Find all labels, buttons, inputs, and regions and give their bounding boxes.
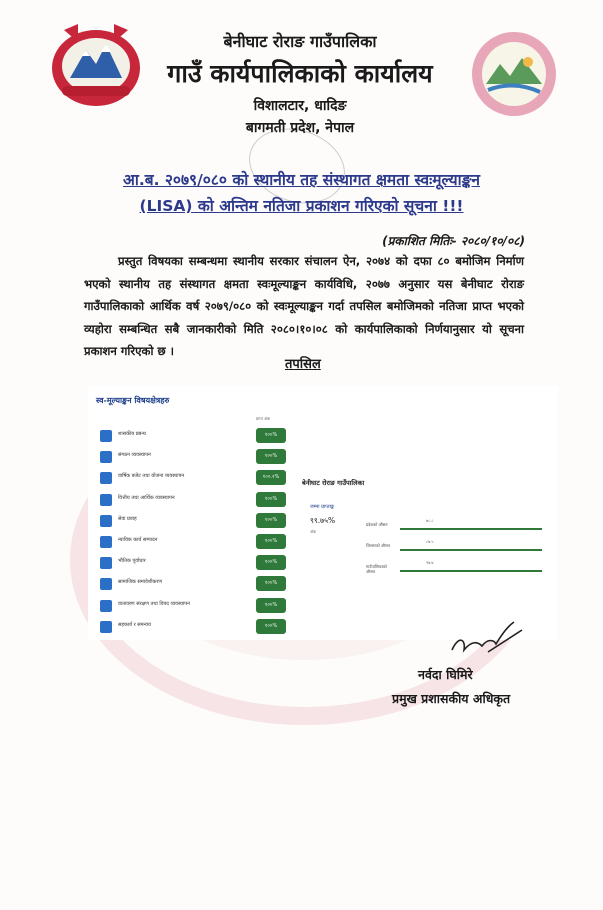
assessment-area-label: शासकीय प्रबन्ध [118, 431, 146, 437]
summary-unit: अंक [310, 529, 317, 534]
comparison-line [400, 549, 542, 551]
assessment-area-label: वित्तीय तथा आर्थिक व्यवस्थापन [118, 494, 175, 501]
office-name: गाउँ कार्यपालिकाको कार्यालय [167, 59, 433, 88]
governance-icon [100, 430, 112, 442]
signature-image [448, 616, 528, 662]
finance-icon [100, 494, 112, 506]
comparison-value: ८७.५ [426, 539, 434, 544]
assessment-area-score: १००.२% [256, 470, 286, 485]
assessment-row [100, 553, 320, 573]
comparison-bar [366, 518, 542, 536]
assessment-row [100, 617, 320, 637]
summary-total-score: ९९.७५% [310, 516, 336, 525]
assessment-area-score: १००% [256, 428, 286, 443]
panel-title: स्व-मूल्याङ्कन विषयक्षेत्रहरु [96, 396, 170, 405]
infrastructure-icon [100, 557, 112, 569]
assessment-area-label: भौतिक पूर्वाधार [118, 558, 146, 565]
assessment-area-score: १००% [256, 576, 286, 591]
comparison-line [400, 528, 542, 530]
municipality-logo-icon [470, 28, 558, 120]
notice-title-line2: (LISA) को अन्तिम नतिजा प्रकाशन गरिएको सूचना !!! [139, 197, 464, 215]
service-icon [100, 515, 112, 527]
assessment-area-label: वार्षिक बजेट तथा योजना व्यवस्थापन [118, 473, 185, 480]
budget-icon [100, 472, 112, 484]
assessment-row [100, 447, 320, 467]
lisa-result-panel [88, 386, 558, 640]
assessment-area-label: सहकार्य र समन्वय [118, 621, 151, 628]
office-province: बागमती प्रदेश, नेपाल [245, 120, 355, 136]
signatory-name: नर्वदा घिमिरे [418, 667, 473, 682]
comparison-label: जिल्लाको औसत [366, 543, 391, 548]
assessment-row [100, 426, 320, 446]
assessment-area-score: १००% [256, 598, 286, 613]
assessment-row [100, 596, 320, 616]
organization-icon [100, 451, 112, 463]
coordination-icon [100, 621, 112, 633]
assessment-area-label: न्यायिक कार्य सम्पादन [118, 537, 158, 543]
comparison-label: गाउँपालिकाको औसत [366, 564, 387, 574]
assessment-area-score: १००% [256, 449, 286, 464]
assessment-row [100, 490, 320, 510]
annex-heading: तपसिल [285, 357, 321, 372]
assessment-area-score: १००% [256, 619, 286, 634]
comparison-value: ७८.८ [426, 518, 434, 523]
assessment-area-label: सेवा प्रवाह [118, 515, 137, 522]
assessment-area-label: वातावरण संरक्षण तथा विपद व्यवस्थापन [118, 600, 190, 607]
municipality-name: बेनीघाट रोराङ गाउँपालिका [223, 32, 377, 51]
assessment-area-score: १००% [256, 513, 286, 528]
assessment-row [100, 574, 320, 594]
notice-body: प्रस्तुत विषयका सम्बन्धमा स्थानीय सरकार संचालन ऐन, २०७४ को दफा ८० बमोजिम निर्माण भएको स्थानीय तह संस्थागत क्षमता स्वःमूल्याङ्कन कार्यविधि, २०७७ अनुसार यस बेनीघाट रोराङ गाउँपालिकाको आर्थिक वर्ष २०७९/०८० को स्वःमूल्याङ्कन गर्दा तपसिल बमोजिमको नतिजा प्राप्त भएको व्यहोरा सम्बन्धित सबै जानकारीको मिति २०८०।१०।०८ को कार्यपालिकाको निर्णयानुसार यो सूचना प्रकाशन गरिएको छ । [84, 254, 524, 358]
summary-label: जम्मा प्राप्ताङ्क [310, 504, 335, 510]
signatory-title: प्रमुख प्रशासकीय अधिकृत [392, 691, 511, 706]
score-column-header: प्राप्त अंक [256, 416, 271, 421]
environment-icon [100, 600, 112, 612]
assessment-area-score: १००% [256, 534, 286, 549]
comparison-bar [366, 560, 542, 578]
summary-municipality: बेनीघाट रोराङ गाउँपालिका [302, 479, 365, 487]
assessment-area-score: १००% [256, 555, 286, 570]
assessment-area-label: संगठन व्यवस्थापन [118, 452, 151, 459]
comparison-label: प्रदेशको औसत [366, 522, 388, 527]
assessment-area-score: १००% [256, 492, 286, 507]
comparison-value: ९७.७ [426, 560, 434, 565]
inclusion-icon [100, 578, 112, 590]
comparison-line [400, 570, 542, 572]
justice-icon [100, 536, 112, 548]
comparison-bar [366, 539, 542, 557]
office-address: विशालटार, धादिङ [253, 98, 347, 114]
published-date: (प्रकाशित मितिः- २०८०/१०/०८) [382, 234, 525, 248]
assessment-row [100, 532, 320, 552]
assessment-row [100, 511, 320, 531]
assessment-row [100, 468, 320, 488]
notice-title-line1: आ.ब. २०७९/०८० को स्थानीय तह संस्थागत क्षमता स्वःमूल्याङ्कन [122, 171, 480, 189]
assessment-area-label: सामाजिक समावेशीकरण [118, 579, 163, 586]
